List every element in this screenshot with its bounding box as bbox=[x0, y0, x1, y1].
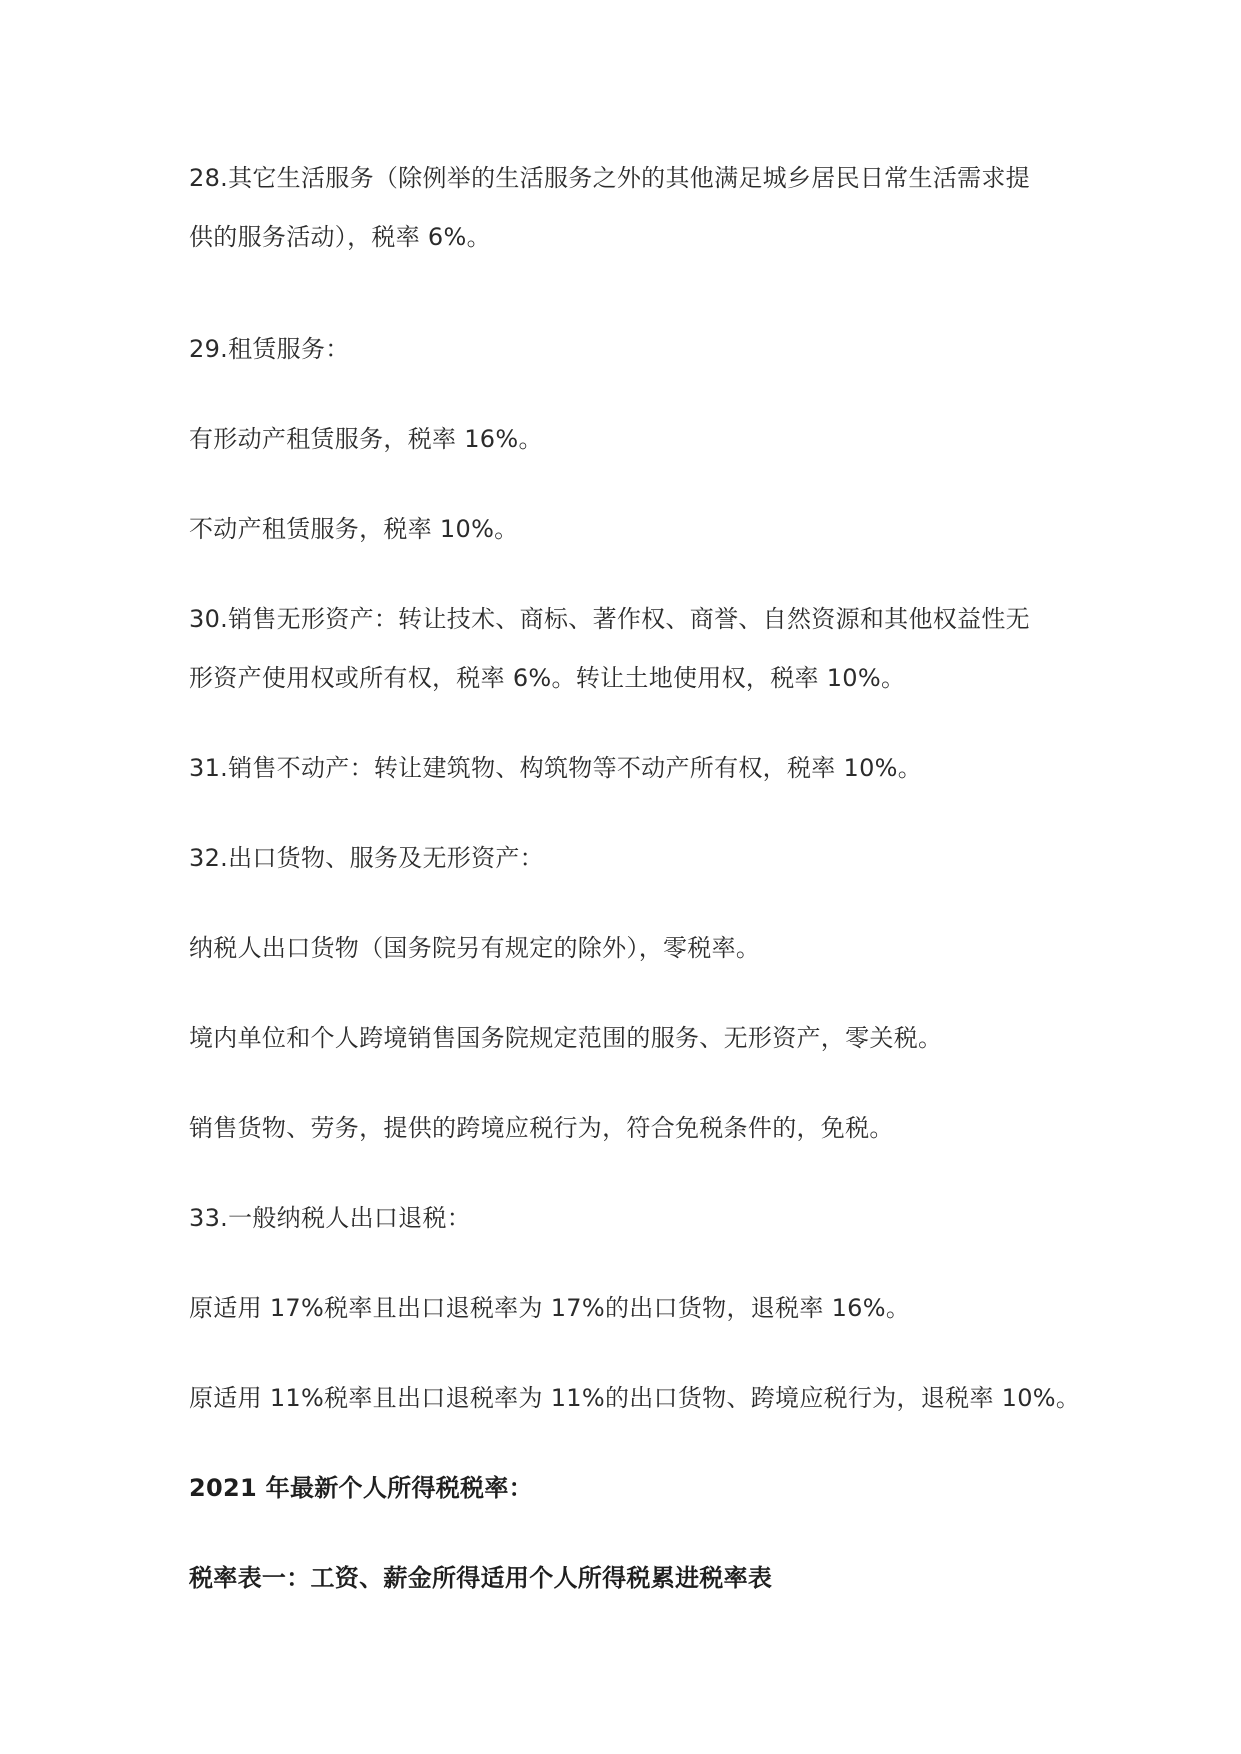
item-29-realestate-lease: 不动产租赁服务，税率 10%。 bbox=[189, 515, 519, 543]
item-30-line-2: 形资产使用权或所有权，税率 6%。转让土地使用权，税率 10%。 bbox=[189, 664, 906, 692]
item-31: 31.销售不动产：转让建筑物、构筑物等不动产所有权，税率 10%。 bbox=[189, 754, 923, 782]
item-28-line-2: 供的服务活动），税率 6%。 bbox=[189, 223, 491, 251]
item-33-heading: 33.一般纳税人出口退税： bbox=[189, 1204, 472, 1232]
item-28-line-1: 28.其它生活服务（除例举的生活服务之外的其他满足城乡居民日常生活需求提 bbox=[189, 164, 1030, 192]
item-32-heading: 32.出口货物、服务及无形资产： bbox=[189, 844, 544, 872]
item-33-rate-17: 原适用 17%税率且出口退税率为 17%的出口货物，退税率 16%。 bbox=[189, 1294, 911, 1322]
item-32-tax-exempt: 销售货物、劳务，提供的跨境应税行为，符合免税条件的，免税。 bbox=[189, 1114, 894, 1142]
item-29-movable-lease: 有形动产租赁服务，税率 16%。 bbox=[189, 425, 543, 453]
income-tax-heading: 2021 年最新个人所得税税率： bbox=[189, 1474, 533, 1502]
item-30-line-1: 30.销售无形资产：转让技术、商标、著作权、商誉、自然资源和其他权益性无 bbox=[189, 605, 1030, 633]
item-32-cross-border-services: 境内单位和个人跨境销售国务院规定范围的服务、无形资产，零关税。 bbox=[189, 1024, 943, 1052]
item-29-heading: 29.租赁服务： bbox=[189, 335, 350, 363]
item-32-export-goods: 纳税人出口货物（国务院另有规定的除外），零税率。 bbox=[189, 934, 761, 962]
rate-table-one-heading: 税率表一：工资、薪金所得适用个人所得税累进税率表 bbox=[189, 1564, 773, 1592]
item-33-rate-11: 原适用 11%税率且出口退税率为 11%的出口货物、跨境应税行为，退税率 10%。 bbox=[189, 1384, 1081, 1412]
